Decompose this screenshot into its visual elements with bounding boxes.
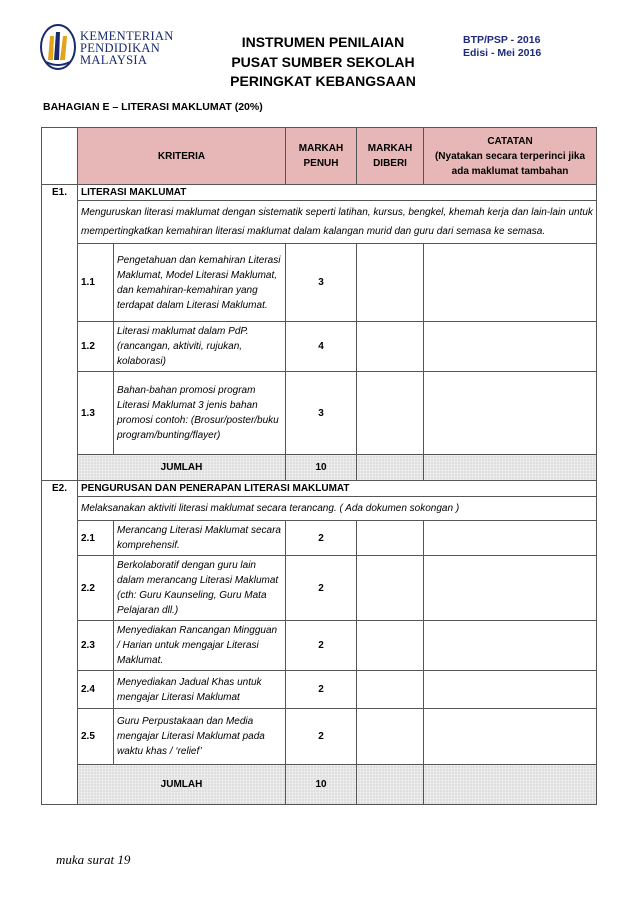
item-notes-input[interactable] [424,244,597,322]
item-criteria: Merancang Literasi Maklumat secara komprehensif. [114,521,286,556]
ministry-logo [38,22,198,74]
item-notes-input[interactable] [424,372,597,455]
document-code [463,34,541,60]
header-markah-penuh: MARKAH PENUH [286,128,357,185]
e1-title-row [42,185,597,201]
table-row [42,244,597,322]
item-given-mark-input[interactable] [357,709,424,765]
page-number: muka surat 19 [56,852,131,867]
e1-title: LITERASI MAKLUMAT [78,185,597,201]
e2-description-row [42,497,597,521]
item-notes-input[interactable] [424,621,597,671]
logo-line-2: PENDIDIKAN [80,41,161,55]
table-row [42,372,597,455]
ministry-emblem-icon [38,22,78,72]
logo-line-3: MALAYSIA [80,53,148,67]
item-full-mark: 3 [286,244,357,322]
item-notes-input[interactable] [424,556,597,621]
header-kriteria: KRITERIA [78,128,286,185]
assessment-table [41,127,597,805]
item-notes-input[interactable] [424,322,597,372]
edition: Edisi - Mei 2016 [463,47,542,59]
e1-total-label: JUMLAH [78,455,286,481]
e2-code: E2. [42,481,78,805]
e2-total-blank [357,765,424,805]
e2-description: Melaksanakan aktiviti literasi maklumat secara terancang. ( Ada dokumen sokongan ) [78,497,597,521]
item-criteria: Pengetahuan dan kemahiran Literasi Maklumat, Model Literasi Maklumat, dan kemahiran-kemahiran yang terdapat dalam Literasi Maklumat. [114,244,286,322]
item-number: 1.3 [78,372,114,455]
item-number: 1.2 [78,322,114,372]
item-notes-input[interactable] [424,521,597,556]
item-number: 1.1 [78,244,114,322]
section-title: BAHAGIAN E – LITERASI MAKLUMAT (20%) [43,101,263,113]
e1-total-blank [424,455,597,481]
e2-title-row [42,481,597,497]
catatan-title: CATATAN [487,135,533,147]
item-criteria: Guru Perpustakaan dan Media mengajar Literasi Maklumat pada waktu khas / ‘relief’ [114,709,286,765]
item-number: 2.5 [78,709,114,765]
e1-description-row [42,201,597,244]
header-markah-diberi: MARKAH DIBERI [357,128,424,185]
item-full-mark: 2 [286,556,357,621]
title-line-2: PUSAT SUMBER SEKOLAH [231,53,415,70]
header-blank [42,128,78,185]
item-given-mark-input[interactable] [357,244,424,322]
logo-line-1: KEMENTERIAN [80,29,174,43]
table-header-row [42,128,597,185]
table-row [42,322,597,372]
form-code: BTP/PSP - 2016 [463,34,541,46]
item-given-mark-input[interactable] [357,372,424,455]
item-given-mark-input[interactable] [357,521,424,556]
title-line-1: INSTRUMEN PENILAIAN [241,34,405,50]
item-full-mark: 4 [286,322,357,372]
table-row [42,621,597,671]
item-criteria: Berkolaboratif dengan guru lain dalam merancang Literasi Maklumat (cth: Guru Kaunseling, Guru Mata Pelajaran dll.) [114,556,286,621]
table-row [42,556,597,621]
item-number: 2.4 [78,671,114,709]
e1-total-row [42,455,597,481]
item-full-mark: 2 [286,621,357,671]
table-row [42,521,597,556]
item-criteria: Literasi maklumat dalam PdP. (rancangan, aktiviti, rujukan, kolaborasi) [114,322,286,372]
item-number: 2.3 [78,621,114,671]
e1-code: E1. [42,185,78,481]
e2-title: PENGURUSAN DAN PENERAPAN LITERASI MAKLUMAT [78,481,597,497]
document-title [212,33,434,92]
title-line-3: PERINGKAT KEBANGSAAN [230,73,416,89]
header-catatan [424,128,597,185]
e2-total-blank [424,765,597,805]
table-row [42,709,597,765]
e1-description: Menguruskan literasi maklumat dengan sistematik seperti latihan, kursus, bengkel, khemah kerja dan lain-lain untuk mempertingkatkan kemahiran literasi maklumat dalam kalangan murid dan guru dari semasa ke semasa. [78,201,597,244]
item-given-mark-input[interactable] [357,322,424,372]
e2-total-row [42,765,597,805]
table-row [42,671,597,709]
item-notes-input[interactable] [424,709,597,765]
item-criteria: Menyediakan Rancangan Mingguan / Harian untuk mengajar Literasi Maklumat. [114,621,286,671]
catatan-note: (Nyatakan secara terperinci jika ada maklumat tambahan [434,150,586,177]
item-notes-input[interactable] [424,671,597,709]
item-given-mark-input[interactable] [357,556,424,621]
item-number: 2.2 [78,556,114,621]
e2-total-label: JUMLAH [78,765,286,805]
e2-total-value: 10 [286,765,357,805]
item-full-mark: 3 [286,372,357,455]
e1-total-value: 10 [286,455,357,481]
item-given-mark-input[interactable] [357,671,424,709]
item-criteria: Bahan-bahan promosi program Literasi Maklumat 3 jenis bahan promosi contoh: (Brosur/poster/buku program/bunting/flayer) [114,372,286,455]
item-full-mark: 2 [286,709,357,765]
ministry-name [80,30,174,66]
item-criteria: Menyediakan Jadual Khas untuk mengajar Literasi Maklumat [114,671,286,709]
item-full-mark: 2 [286,521,357,556]
item-full-mark: 2 [286,671,357,709]
item-given-mark-input[interactable] [357,621,424,671]
item-number: 2.1 [78,521,114,556]
e1-total-blank [357,455,424,481]
